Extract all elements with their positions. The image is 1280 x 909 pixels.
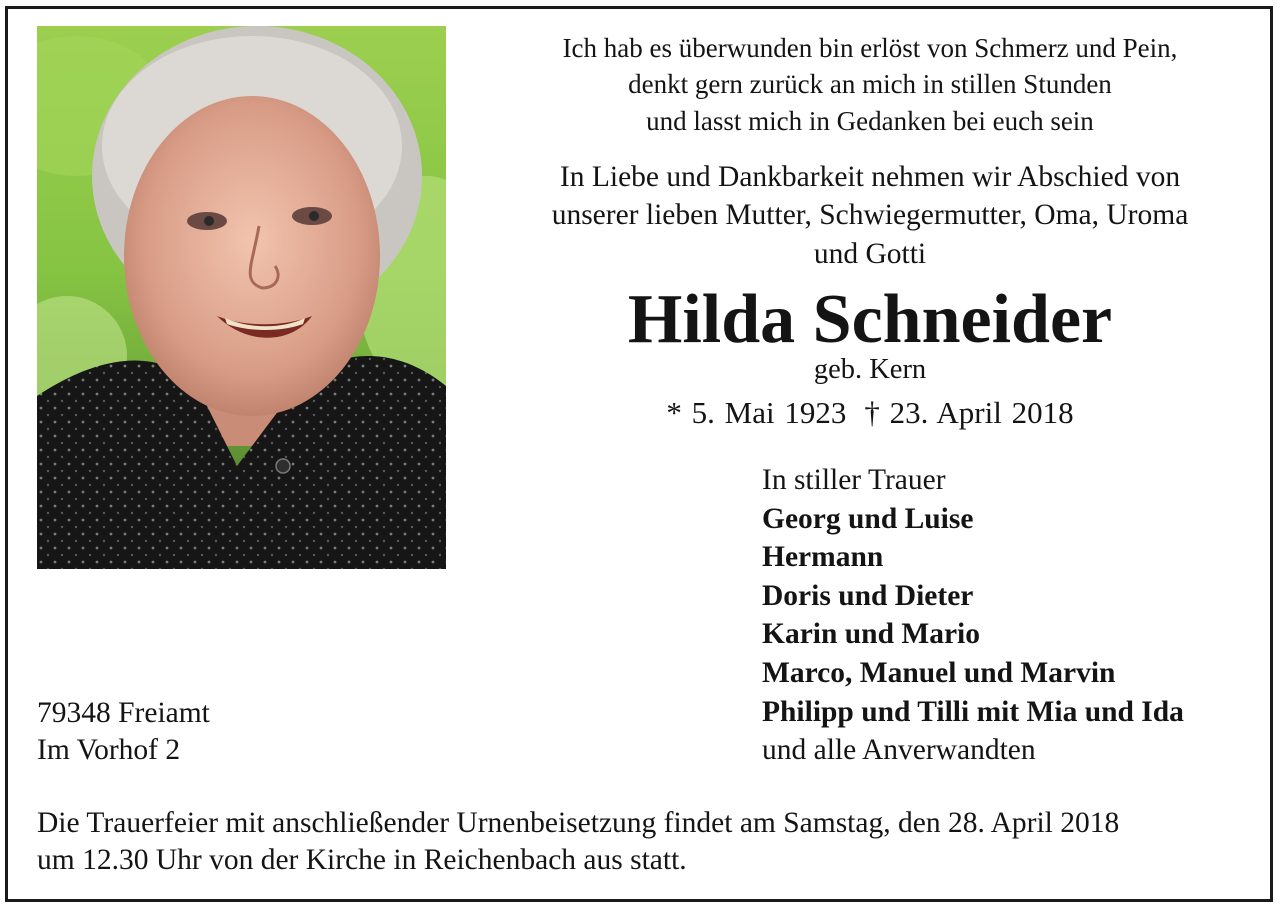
farewell-line: unserer lieben Mutter, Schwiegermutter, Oma, Uroma xyxy=(551,199,1189,232)
life-dates xyxy=(490,393,1250,433)
mourner-name: Marco, Manuel und Marvin xyxy=(762,656,1116,689)
service-line: Die Trauerfeier mit anschließender Urnenbeisetzung findet am Samstag, den 28. April 2018 xyxy=(37,807,1120,839)
farewell-line: und Gotti xyxy=(813,237,927,270)
poem-line: Ich hab es überwunden bin erlöst von Schmerz und Pein, xyxy=(562,33,1178,63)
address xyxy=(37,695,210,769)
poem-line: denkt gern zurück an mich in stillen Stunden xyxy=(628,69,1112,100)
death-date: † 23. April 2018 xyxy=(864,395,1074,430)
farewell-line: In Liebe und Dankbarkeit nehmen wir Abschied von xyxy=(559,161,1181,193)
farewell-text xyxy=(490,158,1250,273)
address-city: 79348 Freiamt xyxy=(37,697,210,729)
portrait-photo xyxy=(37,26,446,569)
service-info xyxy=(37,805,1252,878)
service-line: um 12.30 Uhr von der Kirche in Reichenbach aus statt. xyxy=(37,843,687,876)
birth-date: * 5. Mai 1923 xyxy=(666,395,847,430)
mourners-closing: und alle Anverwandten xyxy=(762,734,1036,767)
deceased-name: Hilda Schneider xyxy=(627,281,1113,358)
mourner-name: Karin und Mario xyxy=(762,618,980,651)
poem xyxy=(490,30,1250,139)
mourners-list xyxy=(762,461,1184,770)
maiden-name: geb. Kern xyxy=(813,354,927,385)
mourner-name: Hermann xyxy=(762,541,884,574)
mourner-name: Doris und Dieter xyxy=(762,579,974,612)
mourner-name: Philipp und Tilli mit Mia und Ida xyxy=(762,695,1184,728)
mourner-name: Georg und Luise xyxy=(762,502,974,535)
poem-line: und lasst mich in Gedanken bei euch sein xyxy=(646,105,1094,136)
address-street: Im Vorhof 2 xyxy=(37,734,181,766)
mourners-intro: In stiller Trauer xyxy=(762,464,946,496)
